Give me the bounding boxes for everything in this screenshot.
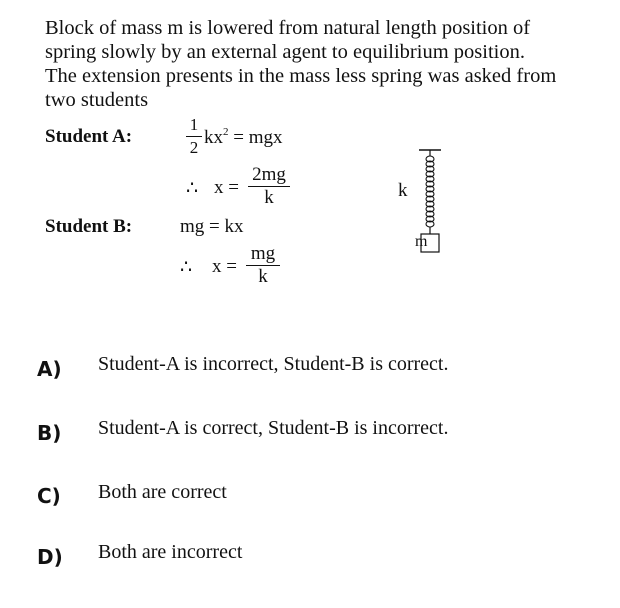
option-b-label[interactable]: B) [37, 421, 62, 445]
option-c-label[interactable]: C) [37, 484, 61, 508]
student-b-equation: mg = kx [180, 216, 244, 237]
question-line: spring slowly by an external agent to equilibrium position. [45, 41, 525, 63]
option-b-text[interactable]: Student-A is correct, Student-B is incorrect. [98, 417, 449, 439]
option-d-label[interactable]: D) [37, 545, 63, 569]
option-d-text[interactable]: Both are incorrect [98, 541, 243, 563]
option-a-label[interactable]: A) [37, 357, 62, 381]
equation-power: 2 [223, 126, 229, 138]
student-a-label: Student A: [45, 126, 133, 147]
fraction-denominator: 2 [189, 138, 199, 157]
result-fraction [248, 164, 290, 209]
equation-body: kx [204, 127, 223, 148]
result-fraction [246, 243, 280, 288]
spring-constant-label: k [398, 180, 408, 201]
question-line: The extension presents in the mass less spring was asked from [45, 65, 557, 87]
therefore-symbol: ∴ [180, 257, 193, 278]
student-a-equation [204, 126, 283, 149]
half-fraction [186, 114, 202, 159]
question-line: two students [45, 89, 149, 111]
spring-coil [426, 156, 434, 227]
x-equals: x = [212, 256, 237, 277]
question-line: Block of mass m is lowered from natural length position of [45, 17, 531, 39]
option-c-text[interactable]: Both are correct [98, 481, 227, 503]
student-b-label: Student B: [45, 216, 133, 237]
equation-rhs: = mgx [233, 127, 283, 148]
mass-label: m [415, 233, 428, 250]
fraction-numerator: mg [246, 243, 280, 266]
fraction-numerator: 1 [186, 114, 202, 137]
fraction-denominator: k [258, 266, 268, 287]
fraction-numerator: 2mg [248, 164, 290, 187]
x-equals: x = [214, 177, 239, 198]
therefore-symbol: ∴ [186, 178, 199, 199]
option-a-text[interactable]: Student-A is incorrect, Student-B is correct. [98, 353, 449, 375]
fraction-denominator: k [264, 187, 274, 208]
